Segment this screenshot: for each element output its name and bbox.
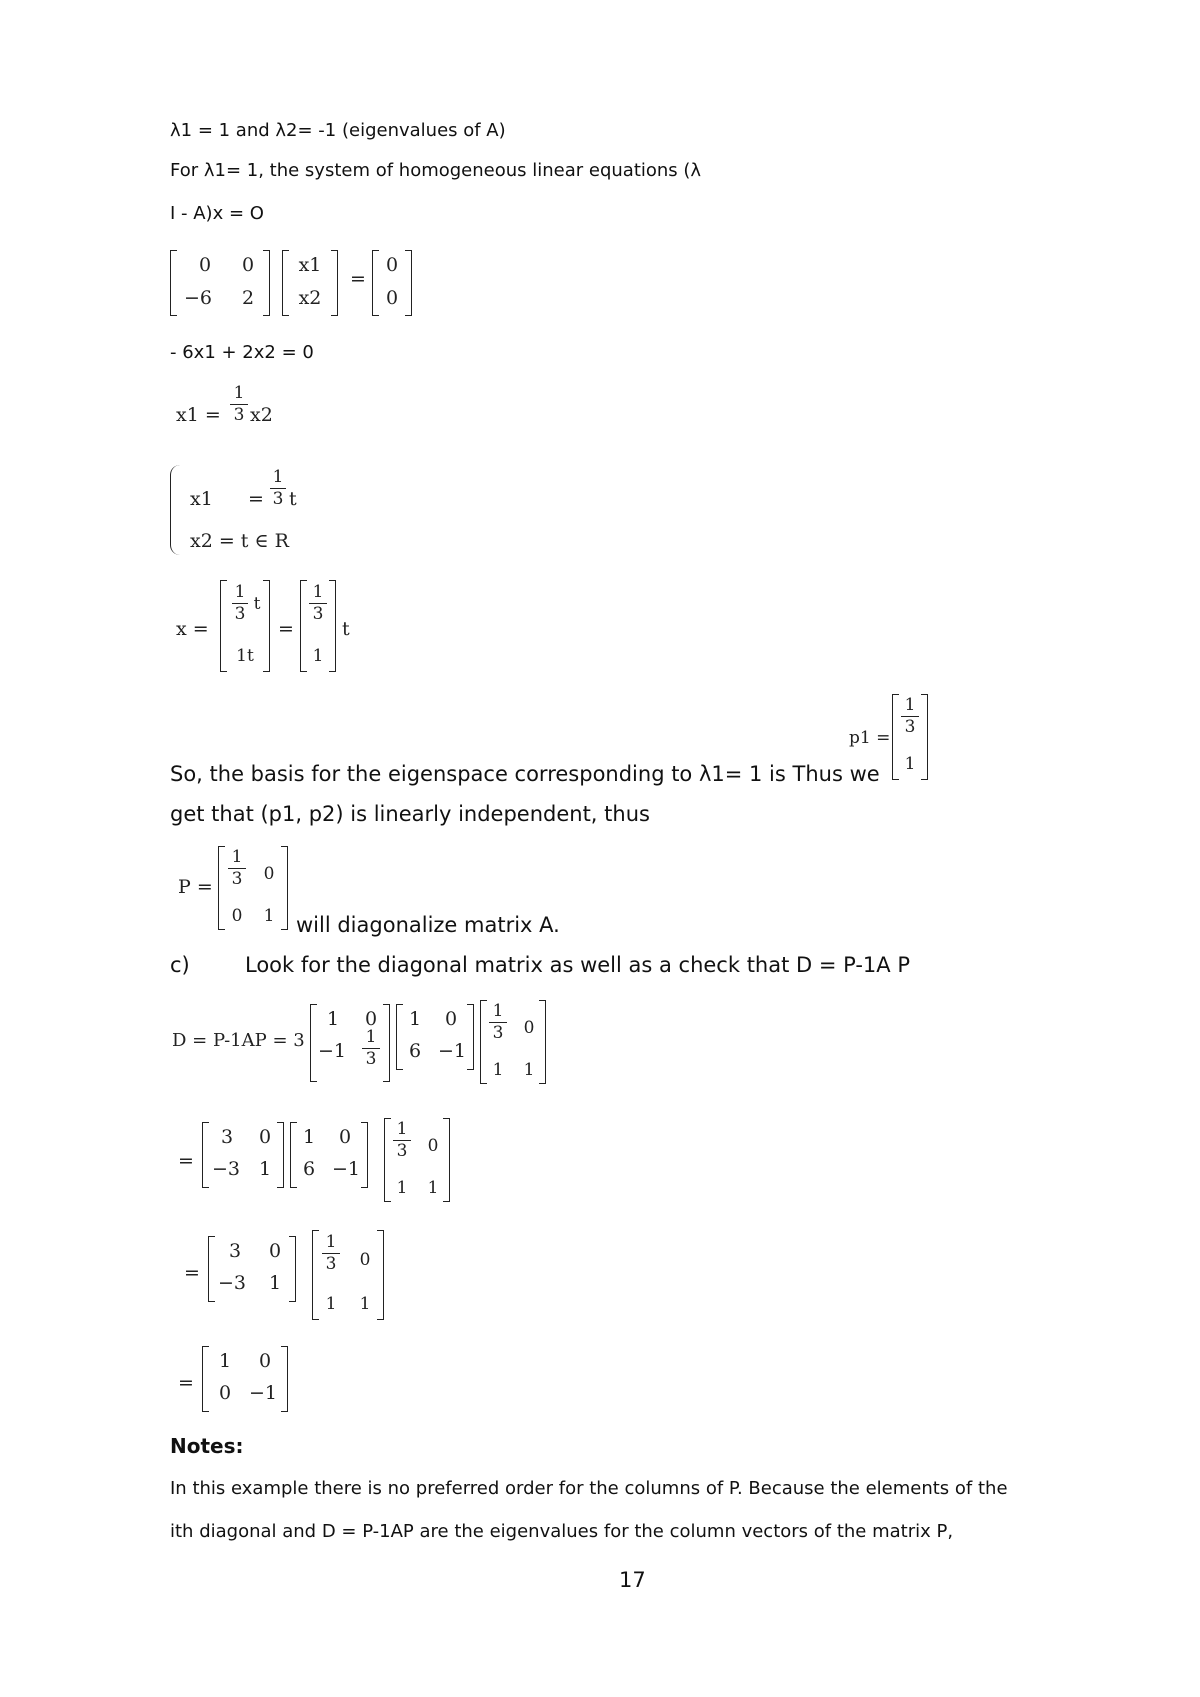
matrix-cell: −1 — [437, 1040, 466, 1062]
vector-cell: x1 — [298, 254, 322, 276]
eigenvalues-line: λ1 = 1 and λ2= -1 (eigenvalues of A) — [170, 120, 506, 141]
vector-cell: t — [253, 594, 261, 614]
fraction-one-third — [228, 848, 246, 889]
matrix-cell: −3 — [217, 1272, 246, 1294]
vector-cell: 1 — [312, 646, 324, 666]
equals-sign: = — [178, 1150, 194, 1172]
numerator: 1 — [325, 1232, 337, 1252]
matrix-cell: 0 — [338, 1126, 352, 1148]
matrix-D-result — [202, 1346, 288, 1412]
matrix-cell: 6 — [408, 1040, 422, 1062]
system-equation-line: I - A)x = O — [170, 203, 264, 224]
system-t: t — [289, 488, 297, 510]
diagonalize-text: will diagonalize matrix A. — [296, 913, 560, 937]
vector-p1-basis — [300, 580, 336, 672]
notes-line-1: In this example there is no preferred order for the columns of P. Because the elements of the — [170, 1478, 1008, 1499]
matrix-cell: 1 — [218, 1350, 232, 1372]
system-brace — [170, 465, 185, 555]
denominator: 3 — [233, 405, 245, 425]
vector-cell: x2 — [298, 287, 322, 309]
fraction-one-third — [393, 1120, 411, 1161]
fraction-one-third — [309, 583, 327, 624]
matrix-cell: 0 — [258, 1350, 272, 1372]
denominator: 3 — [325, 1254, 337, 1274]
vector-cell: 1 — [904, 754, 916, 774]
denominator: 3 — [396, 1141, 408, 1161]
matrix-cell: 1 — [326, 1008, 340, 1030]
p1-label: p1 = — [849, 728, 891, 748]
matrix-cell: 0 — [427, 1136, 439, 1156]
notes-line-2: ith diagonal and D = P-1AP are the eigenvalues for the column vectors of the matrix P, — [170, 1521, 954, 1542]
matrix-cell: 0 — [241, 254, 255, 276]
x2-label: x2 — [250, 404, 273, 426]
matrix-cell: 1 — [492, 1060, 504, 1080]
matrix-A — [396, 1004, 474, 1070]
zero-vector — [372, 250, 412, 316]
matrix-cell: 0 — [258, 1126, 272, 1148]
equals-sign: = — [184, 1262, 200, 1284]
matrix-cell: 3 — [220, 1126, 234, 1148]
matrix-cell: −1 — [317, 1040, 346, 1062]
system-equals: = — [248, 488, 264, 510]
matrix-cell: 1 — [427, 1178, 439, 1198]
matrix-cell: 1 — [408, 1008, 422, 1030]
item-c-text: Look for the diagonal matrix as well as a check that D = P-1A P — [245, 953, 910, 977]
matrix-cell: 2 — [241, 287, 255, 309]
matrix-cell: 0 — [268, 1240, 282, 1262]
fraction-one-third — [362, 1028, 380, 1069]
matrix-cell: 1 — [396, 1178, 408, 1198]
matrix-cell: −1 — [248, 1382, 277, 1404]
numerator: 1 — [492, 1001, 504, 1021]
numerator: 1 — [231, 847, 243, 867]
denominator: 3 — [904, 717, 916, 737]
matrix-P-inverse-scaled — [202, 1122, 284, 1188]
page-number: 17 — [619, 1568, 646, 1592]
x-label: x = — [176, 618, 209, 640]
vector-cell: 0 — [385, 254, 399, 276]
numerator: 1 — [233, 383, 245, 403]
system-x1: x1 — [190, 488, 213, 510]
matrix-cell: 1 — [302, 1126, 316, 1148]
x1-label: x1 = — [176, 404, 221, 426]
matrix-cell: 1 — [263, 906, 275, 926]
matrix-product-1 — [208, 1236, 296, 1302]
linear-equation-line: - 6x1 + 2x2 = 0 — [170, 342, 314, 363]
fraction-one-third — [489, 1002, 507, 1043]
matrix-P — [480, 1000, 546, 1084]
matrix-cell: 1 — [268, 1272, 282, 1294]
matrix-P — [384, 1118, 450, 1202]
matrix-lambda-i-minus-a — [170, 250, 270, 316]
equals-sign: = — [278, 618, 294, 640]
vector-p1 — [892, 694, 928, 780]
matrix-cell: −1 — [331, 1158, 360, 1180]
fraction-one-third — [232, 583, 248, 624]
homogeneous-system-line: For λ1= 1, the system of homogeneous linear equations (λ — [170, 160, 702, 181]
fraction-one-third — [901, 696, 919, 737]
matrix-cell: 0 — [364, 1008, 378, 1030]
numerator: 1 — [234, 582, 246, 602]
P-label: P = — [178, 876, 213, 898]
matrix-cell: 1 — [325, 1294, 337, 1314]
equals-sign: = — [178, 1372, 194, 1394]
fraction-one-third — [270, 468, 286, 509]
numerator: 1 — [904, 695, 916, 715]
denominator: 3 — [492, 1023, 504, 1043]
denominator: 3 — [272, 489, 284, 509]
numerator: 1 — [396, 1119, 408, 1139]
vector-cell: 0 — [385, 287, 399, 309]
matrix-cell: −6 — [183, 287, 212, 309]
numerator: 1 — [365, 1027, 377, 1047]
system-x2: x2 = t ∈ R — [190, 530, 289, 552]
matrix-cell: 6 — [302, 1158, 316, 1180]
D-label: D = P-1AP = 3 — [172, 1030, 305, 1051]
numerator: 1 — [312, 582, 324, 602]
matrix-cell: −3 — [211, 1158, 240, 1180]
matrix-A — [290, 1122, 368, 1188]
denominator: 3 — [365, 1049, 377, 1069]
notes-heading: Notes: — [170, 1434, 244, 1458]
denominator: 3 — [231, 869, 243, 889]
vector-x-param — [220, 580, 270, 672]
linear-independence-line: get that (p1, p2) is linearly independent, thus — [170, 802, 650, 826]
item-c-label: c) — [170, 953, 190, 977]
matrix-P-inverse — [310, 1004, 390, 1082]
matrix-cell: 0 — [231, 906, 243, 926]
matrix-cell: 0 — [198, 254, 212, 276]
equals-sign: = — [350, 268, 366, 290]
matrix-cell: 0 — [444, 1008, 458, 1030]
matrix-cell: 0 — [263, 864, 275, 884]
matrix-cell: 3 — [228, 1240, 242, 1262]
matrix-cell: 1 — [359, 1294, 371, 1314]
matrix-cell: 0 — [523, 1018, 535, 1038]
vector-cell: 1t — [236, 646, 254, 666]
fraction-one-third — [322, 1233, 340, 1274]
matrix-P — [218, 846, 288, 930]
matrix-cell: 0 — [218, 1382, 232, 1404]
vector-x — [282, 250, 338, 316]
matrix-P — [312, 1230, 384, 1320]
matrix-cell: 0 — [359, 1250, 371, 1270]
numerator: 1 — [272, 467, 284, 487]
parameter-t: t — [342, 618, 350, 640]
denominator: 3 — [312, 604, 324, 624]
fraction-one-third — [230, 384, 248, 425]
matrix-cell: 1 — [523, 1060, 535, 1080]
denominator: 3 — [234, 604, 246, 624]
matrix-cell: 1 — [258, 1158, 272, 1180]
basis-eigenspace-line: So, the basis for the eigenspace corresponding to λ1= 1 is Thus we — [170, 762, 880, 786]
